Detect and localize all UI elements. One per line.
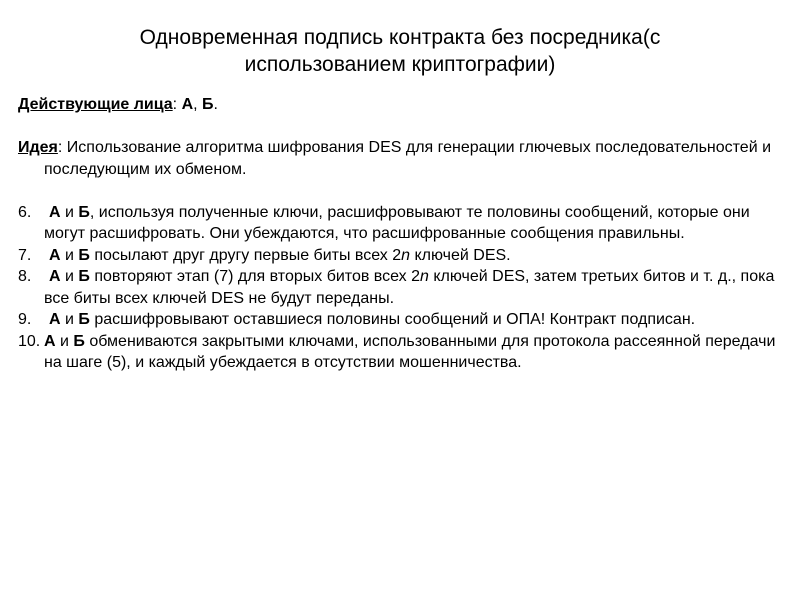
idea-paragraph xyxy=(18,137,788,180)
party-a: А xyxy=(44,332,56,350)
actors-end: . xyxy=(213,96,218,113)
party-b: Б xyxy=(78,246,90,264)
actors-line xyxy=(18,94,788,116)
item-text-end: ключей DES. xyxy=(410,246,511,264)
and-word: и xyxy=(55,332,74,350)
party-a: А xyxy=(49,311,61,328)
and-word: и xyxy=(60,268,79,285)
item-text: повторяют этап (7) для вторых битов всех 2 xyxy=(89,268,420,285)
list-item-10 xyxy=(18,331,788,374)
party-b: Б xyxy=(78,311,90,328)
list-item-6 xyxy=(18,202,788,245)
actors-comma: , xyxy=(193,96,203,113)
item-number: 7. xyxy=(18,246,32,264)
party-b: Б xyxy=(78,268,90,285)
title-line-1: Одновременная подпись контракта без посредника(с xyxy=(139,26,661,49)
idea-text: : Использование алгоритма шифрования DES для генерации глючевых последовательностей и последующим их обменом. xyxy=(44,139,772,178)
party-b: Б xyxy=(73,332,85,350)
item-number: 9. xyxy=(18,311,32,328)
and-word: и xyxy=(60,246,79,264)
item-text: посылают друг другу первые биты всех 2 xyxy=(89,246,402,264)
actor-b: Б xyxy=(202,96,214,113)
idea-label: Идея xyxy=(18,139,58,156)
list-item-8 xyxy=(18,266,788,309)
list-item-9 xyxy=(18,309,788,331)
slide-title xyxy=(0,24,800,78)
list-item-7 xyxy=(18,245,788,267)
actors-label: Действующие лица xyxy=(18,96,173,113)
party-a: А xyxy=(49,203,61,221)
actors-sep: : xyxy=(172,96,182,113)
item-number: 6. xyxy=(18,203,32,221)
item-number: 8. xyxy=(18,268,32,285)
item-text: обмениваются закрытыми ключами, использованными для протокола рассеянной передачи на шаге (5), и каждый убеждается в отсутствии мошенничества. xyxy=(44,332,776,371)
italic-n: n xyxy=(401,246,411,264)
actor-a: А xyxy=(181,96,194,113)
item-text: расшифровывают оставшиеся половины сообщений и ОПА! Контракт подписан. xyxy=(89,311,696,328)
and-word: и xyxy=(60,311,79,328)
italic-n: n xyxy=(420,268,429,285)
item-text-end: ключей DES, затем третьих битов и т. д., пока все биты всех ключей DES не будут переданы. xyxy=(44,268,775,307)
party-b: Б xyxy=(78,203,90,221)
party-a: А xyxy=(49,246,61,264)
slide-body xyxy=(18,94,788,374)
title-line-2: использованием криптографии) xyxy=(244,53,556,76)
item-text: , используя полученные ключи, расшифровывают те половины сообщений, которые они могут расшифровать. Они убеждаются, что расшифрованные сообщения правильны. xyxy=(44,203,750,242)
party-a: А xyxy=(49,268,61,285)
and-word: и xyxy=(60,203,79,221)
item-number: 10. xyxy=(18,332,41,350)
